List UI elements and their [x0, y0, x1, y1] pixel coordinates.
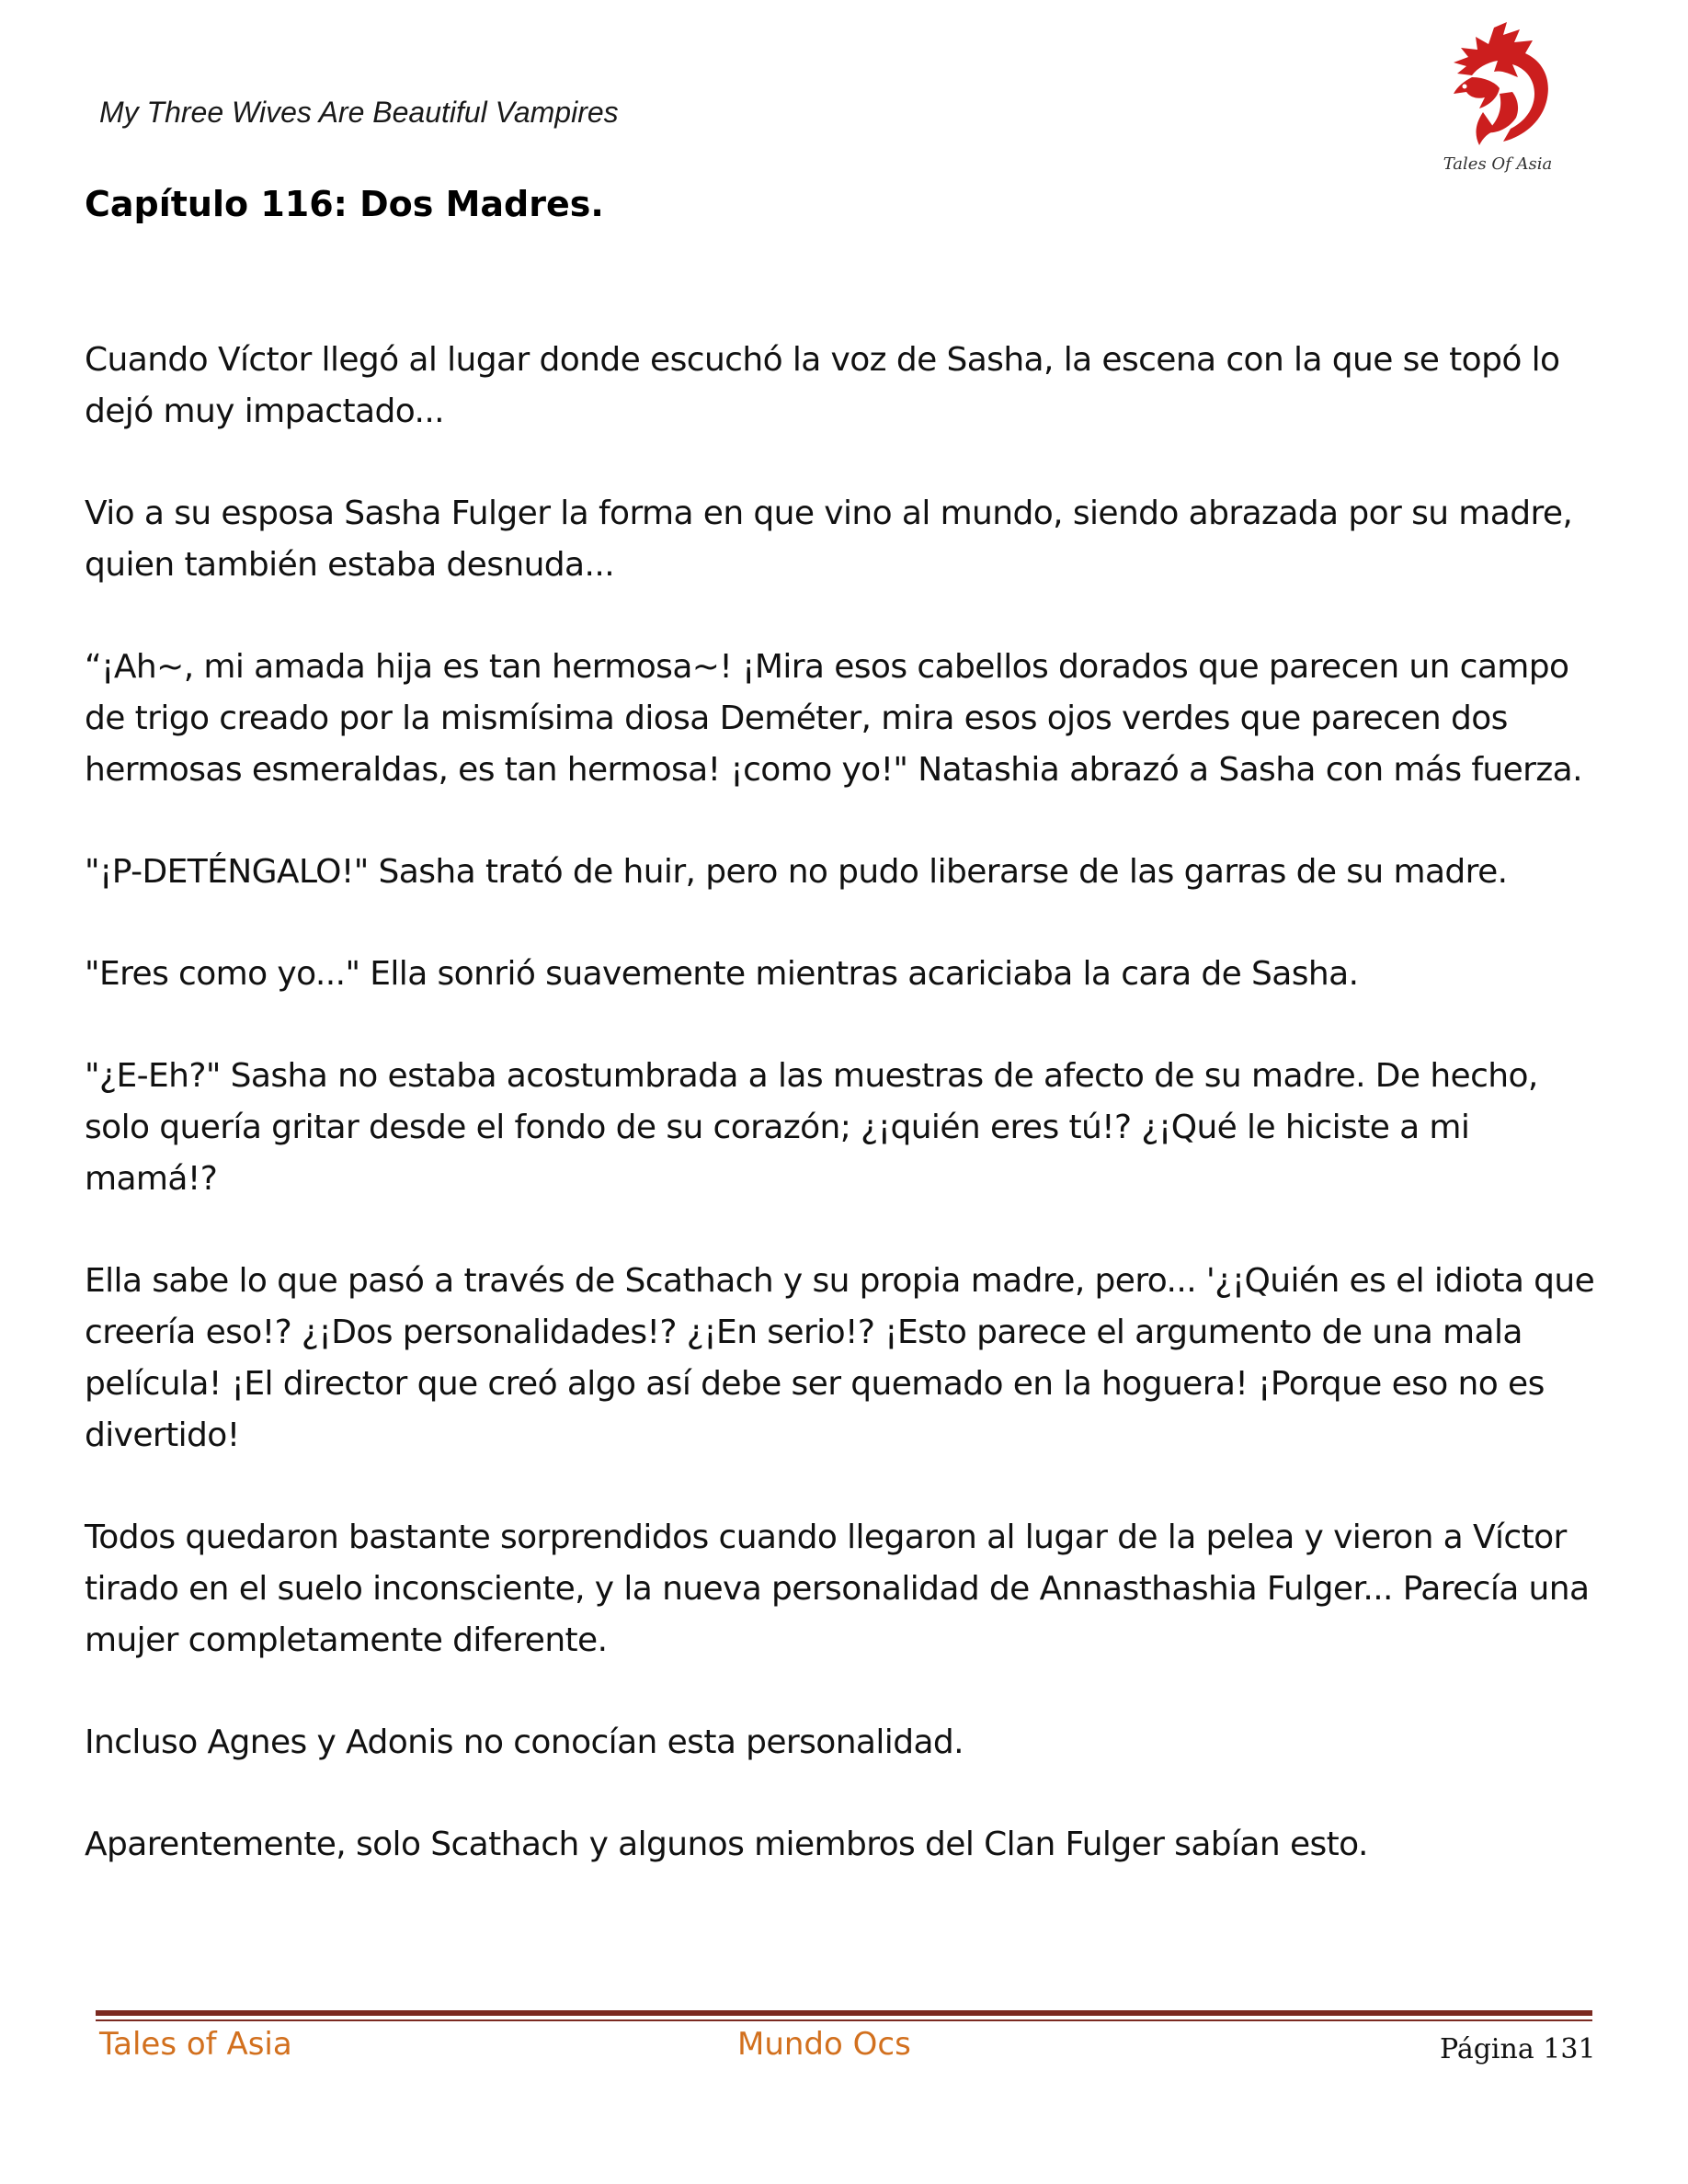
- paragraph: "¿E-Eh?" Sasha no estaba acostumbrada a las muestras de afecto de su madre. De hecho, solo quería gritar desde el fondo de su corazón; ¿¡quién eres tú!? ¿¡Qué le hiciste a mi mamá!?: [85, 1057, 1538, 1198]
- paragraph: Ella sabe lo que pasó a través de Scathach y su propia madre, pero... '¿¡Quién es el idiota que creería eso!? ¿¡Dos personalidades!? ¿¡En serio!? ¡Esto parece el argumento de una mala película! ¡El director que creó algo así debe ser quemado en la hoguera! ¡Porque eso no es divertido!: [85, 1262, 1595, 1454]
- footer-section-name: Mundo Ocs: [737, 2026, 911, 2063]
- logo-text: Tales Of Asia: [1443, 154, 1553, 174]
- footer-divider-thin: [96, 2019, 1592, 2021]
- chapter-title: Capítulo 116: Dos Madres.: [85, 184, 604, 224]
- footer-site-name: Tales of Asia: [99, 2026, 292, 2063]
- page-number: Página 131: [1440, 2033, 1596, 2065]
- paragraph: Incluso Agnes y Adonis no conocían esta personalidad.: [85, 1723, 964, 1761]
- paragraph: Aparentemente, solo Scathach y algunos miembros del Clan Fulger sabían esto.: [85, 1826, 1368, 1863]
- tales-of-asia-logo: [1430, 20, 1566, 184]
- footer-divider: [96, 2010, 1592, 2016]
- paragraph: "¡P-DETÉNGALO!" Sasha trató de huir, pero no pudo liberarse de las garras de su madre.: [85, 853, 1508, 891]
- chapter-body: [85, 335, 1611, 1921]
- paragraph: Vio a su esposa Sasha Fulger la forma en que vino al mundo, siendo abrazada por su madre, quien también estaba desnuda...: [85, 495, 1573, 584]
- paragraph: Todos quedaron bastante sorprendidos cuando llegaron al lugar de la pelea y vieron a Víctor tirado en el suelo inconsciente, y la nueva personalidad de Annasthashia Fulger... Parecía una mujer completamente diferente.: [85, 1519, 1590, 1659]
- dragon-icon: [1430, 20, 1566, 158]
- paragraph: “¡Ah~, mi amada hija es tan hermosa~! ¡Mira esos cabellos dorados que parecen un campo de trigo creado por la mismísima diosa Deméter, mira esos ojos verdes que parecen dos hermosas esmeraldas, es tan hermosa! ¡como yo!" Natashia abrazó a Sasha con más fuerza.: [85, 648, 1582, 789]
- paragraph: "Eres como yo..." Ella sonrió suavemente mientras acariciaba la cara de Sasha.: [85, 955, 1359, 993]
- book-title: My Three Wives Are Beautiful Vampires: [99, 96, 619, 129]
- paragraph: Cuando Víctor llegó al lugar donde escuchó la voz de Sasha, la escena con la que se topó lo dejó muy impactado...: [85, 341, 1560, 430]
